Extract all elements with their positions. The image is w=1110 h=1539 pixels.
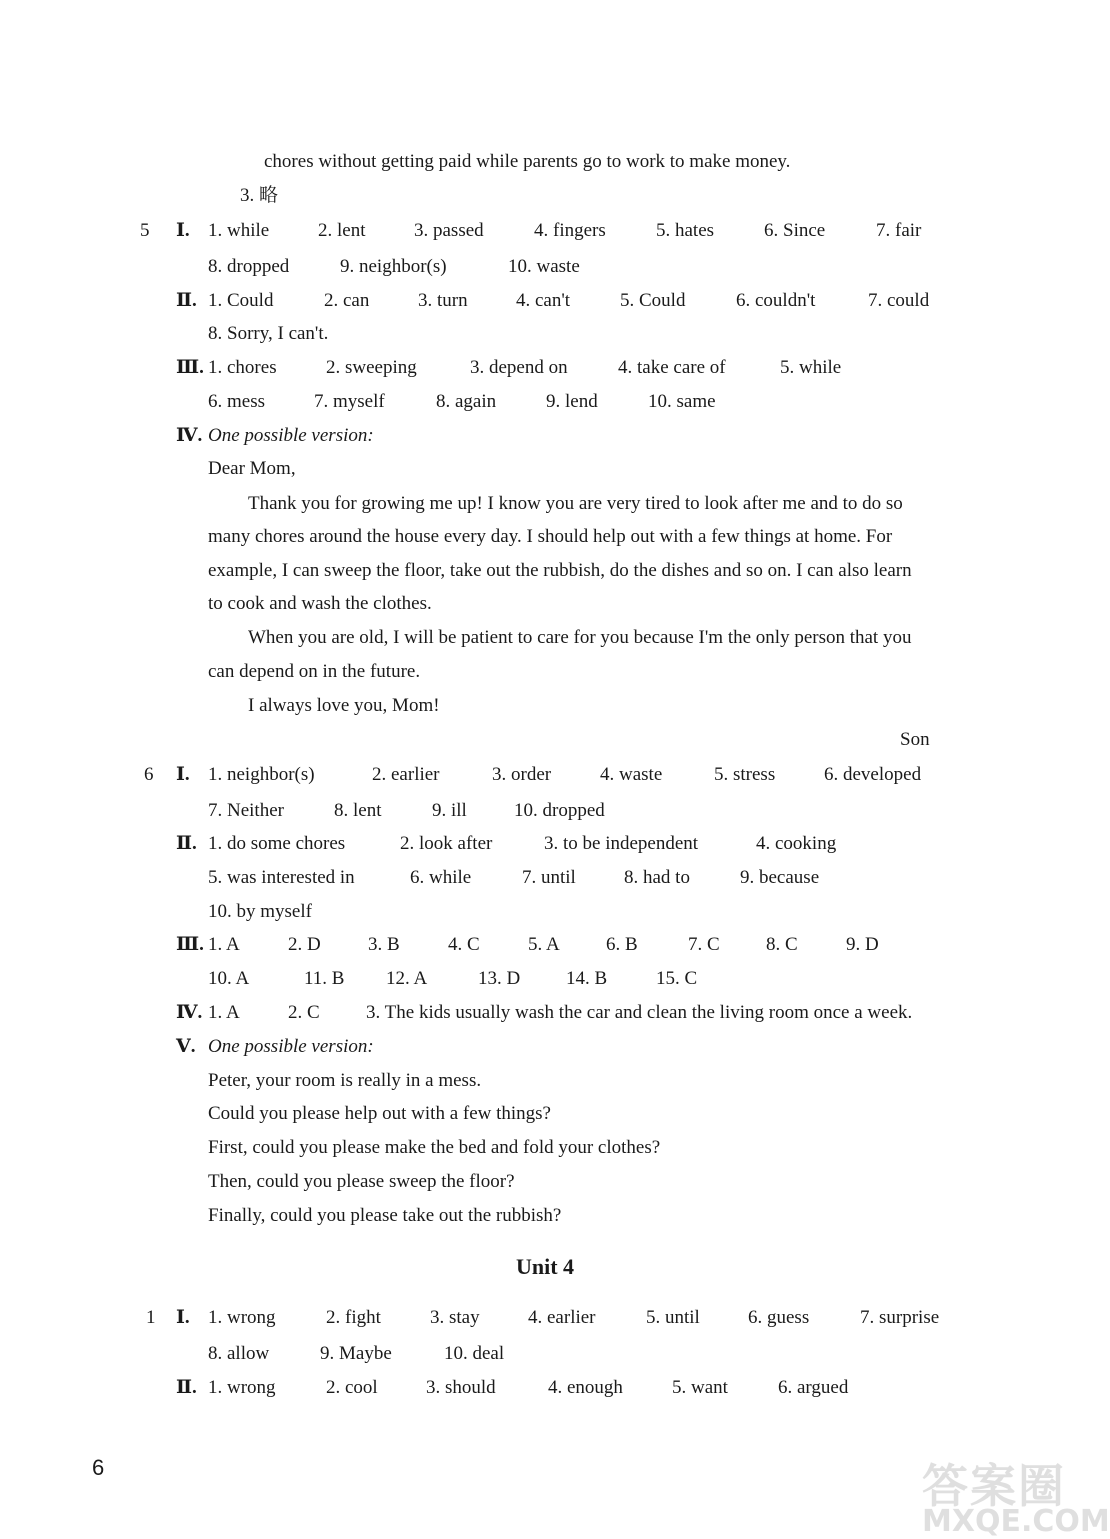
answer-item: 2. D [288,934,321,955]
answer-item: 3. to be independent [544,833,699,854]
unit-title: Unit 4 [515,1254,575,1279]
answer-item: 6. B [606,934,638,955]
answer-item: 6. mess [208,391,265,412]
answer-item: 4. enough [548,1377,623,1398]
answer-item: 5. Could [620,290,686,311]
exercise-number: 1 [146,1307,156,1328]
answer-item: 1. A [208,1002,240,1023]
answer-item: 6. Since [764,220,826,241]
watermark-logo [922,1450,1110,1539]
answer-item: 5. while [780,357,842,378]
answer-item: 1. wrong [208,1377,276,1398]
exercise-number: 5 [140,220,150,241]
answer-item: 8. had to [624,867,690,888]
part-label: Ⅲ. [176,357,204,378]
answer-item: 7. fair [876,220,922,241]
answer-item: 7. surprise [860,1307,940,1328]
answer-item: 1. do some chores [208,833,346,854]
answer-item: 2. look after [400,833,493,854]
answer-item: 10. deal [444,1343,505,1364]
answer-item: 10. A [208,968,250,989]
dialog-line: Could you please help out with a few things? [208,1103,551,1124]
answer-item: 5. until [646,1307,700,1328]
part-label: Ⅰ. [176,1307,190,1328]
answer-item: 7. until [522,867,576,888]
letter-line: to cook and wash the clothes. [208,593,432,614]
answer-item: 5. was interested in [208,867,355,888]
answer-item: 7. C [688,934,720,955]
answer-item: 8. dropped [208,256,290,277]
dialog-line: Finally, could you please take out the rubbish? [208,1205,562,1226]
part-label: Ⅱ. [176,1377,197,1398]
answer-item: 6. developed [824,764,922,785]
answer-item: 13. D [478,968,521,989]
part-label: Ⅳ. [176,425,203,446]
answer-item: 6. couldn't [736,290,816,311]
answer-item: 8. C [766,934,798,955]
answer-item: 5. stress [714,764,776,785]
letter-line: I always love you, Mom! [248,695,440,716]
answer-item: 5. want [672,1377,728,1398]
letter-signature: Son [900,729,930,750]
letter-line: many chores around the house every day. I should help out with a few things at home. For [208,526,893,547]
answer-item: 2. can [324,290,370,311]
exercise-number: 6 [144,764,154,785]
part-label: Ⅲ. [176,934,204,955]
answer-item: 1. neighbor(s) [208,764,315,785]
answer-item: 4. take care of [618,357,726,378]
letter-line: Thank you for growing me up! I know you are very tired to look after me and to do so [248,493,903,514]
answer-item: 2. sweeping [326,357,417,378]
answer-item: 3. stay [430,1307,480,1328]
answer-item: 9. because [740,867,820,888]
answer-item: 8. Sorry, I can't. [208,323,329,344]
letter-line: can depend on in the future. [208,661,421,682]
answer-item: 2. earlier [372,764,440,785]
answer-item: 9. lend [546,391,598,412]
version-label: One possible version: [208,425,374,446]
answer-item: 10. waste [508,256,580,277]
answer-item: 4. C [448,934,480,955]
answer-item: 9. neighbor(s) [340,256,447,277]
answer-item: 8. allow [208,1343,270,1364]
answer-item: 3. depend on [470,357,568,378]
answer-item: 3. should [426,1377,496,1398]
part-label: Ⅰ. [176,220,190,241]
answer-item: 10. dropped [514,800,605,821]
answer-item: 8. again [436,391,497,412]
part-label: Ⅴ. [176,1036,196,1057]
letter-line: example, I can sweep the floor, take out the rubbish, do the dishes and so on. I can also learn [208,560,912,581]
answer-item: 3. passed [414,220,484,241]
answer-text: 3. 略 [240,185,279,206]
answer-item: 9. Maybe [320,1343,392,1364]
answer-item: 3. B [368,934,400,955]
answer-item: 1. chores [208,357,277,378]
answer-item: 7. myself [314,391,385,412]
answer-item: 1. A [208,934,240,955]
answer-item: 14. B [566,968,608,989]
dialog-line: Peter, your room is really in a mess. [208,1070,482,1091]
answer-item: 3. The kids usually wash the car and clean the living room once a week. [366,1002,913,1023]
answer-item: 5. A [528,934,560,955]
answer-item: 9. ill [432,800,467,821]
part-label: Ⅱ. [176,833,197,854]
page-number: 6 [92,1455,105,1480]
answer-item: 2. lent [318,220,366,241]
answer-item: 4. fingers [534,220,606,241]
answer-item: 6. argued [778,1377,849,1398]
answer-item: 15. C [656,968,698,989]
answer-item: 10. same [648,391,716,412]
answer-item: 8. lent [334,800,382,821]
letter-line: Dear Mom, [208,458,296,479]
answer-text: chores without getting paid while parents go to work to make money. [264,151,791,172]
watermark-text: 答案圈 [922,1459,1066,1513]
answer-item: 6. guess [748,1307,810,1328]
version-label: One possible version: [208,1036,374,1057]
answer-item: 3. turn [418,290,468,311]
answer-item: 7. could [868,290,930,311]
answer-item: 2. cool [326,1377,378,1398]
part-label: Ⅳ. [176,1002,203,1023]
answer-item: 6. while [410,867,472,888]
answer-item: 1. while [208,220,270,241]
answer-item: 4. can't [516,290,571,311]
answer-item: 4. earlier [528,1307,596,1328]
answer-item: 10. by myself [208,901,312,922]
dialog-line: First, could you please make the bed and fold your clothes? [208,1137,661,1158]
answer-item: 2. C [288,1002,320,1023]
answer-item: 1. wrong [208,1307,276,1328]
answer-item: 2. fight [326,1307,381,1328]
answer-item: 4. cooking [756,833,837,854]
answer-item: 12. A [386,968,428,989]
part-label: Ⅰ. [176,764,190,785]
letter-line: When you are old, I will be patient to care for you because I'm the only person that you [248,627,912,648]
dialog-line: Then, could you please sweep the floor? [208,1171,515,1192]
answer-item: 3. order [492,764,552,785]
answer-item: 4. waste [600,764,663,785]
answer-item: 5. hates [656,220,715,241]
answer-item: 9. D [846,934,879,955]
answer-item: 7. Neither [208,800,284,821]
part-label: Ⅱ. [176,290,197,311]
answer-item: 11. B [304,968,345,989]
watermark-url: MXQE.COM [922,1504,1110,1539]
answer-item: 1. Could [208,290,274,311]
